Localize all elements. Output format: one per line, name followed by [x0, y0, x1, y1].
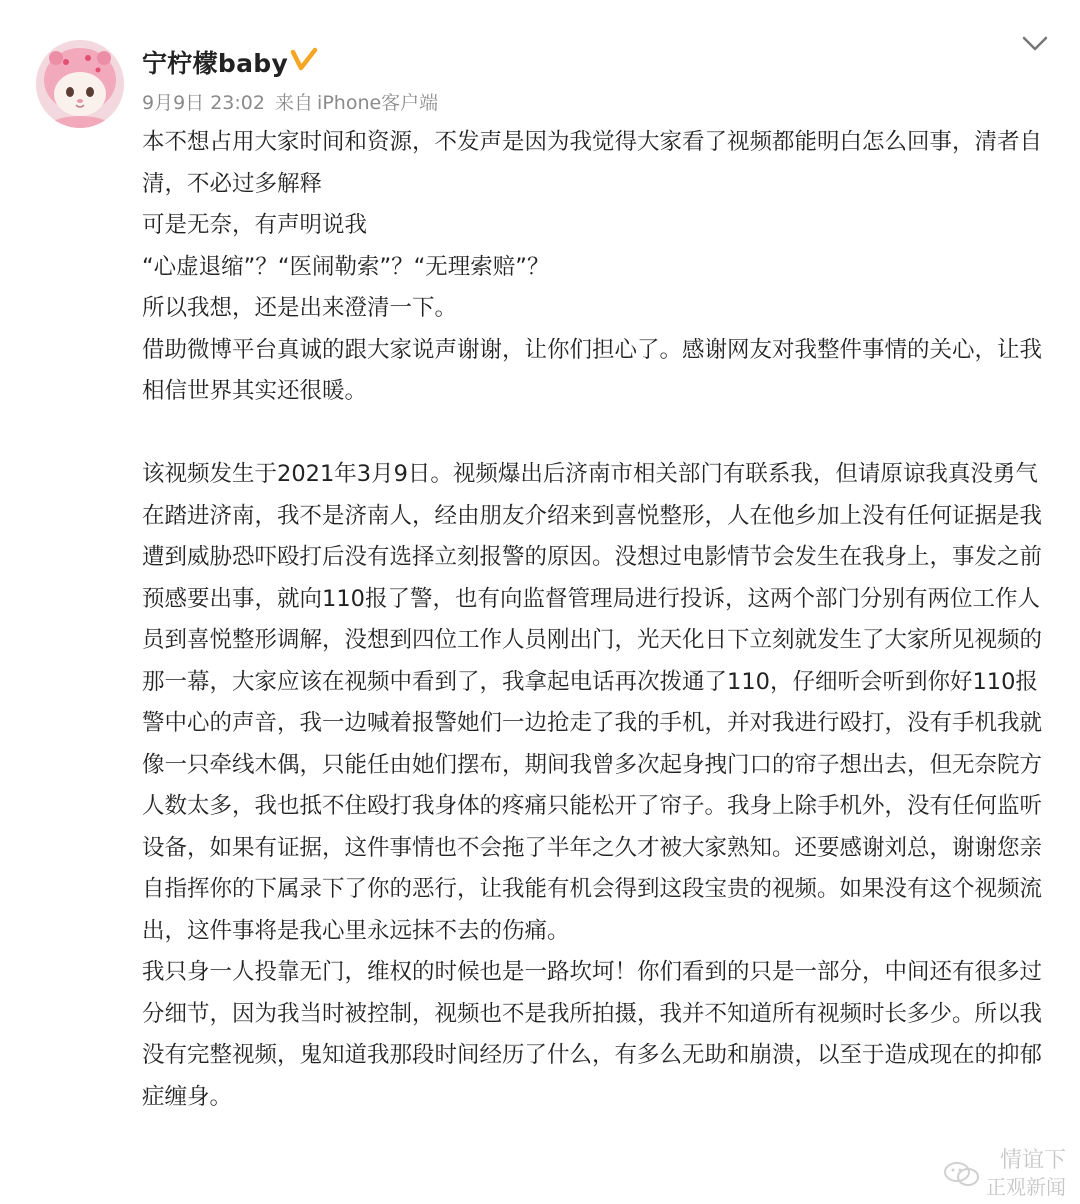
wechat-icon — [942, 1160, 982, 1188]
author-name[interactable]: 宁柠檬baby — [142, 49, 289, 78]
post-paragraph: 该视频发生于2021年3月9日。视频爆出后济南市相关部门有联系我，但请原谅我真没勇气在踏进济南，我不是济南人，经由朋友介绍来到喜悦整形，人在他乡加上没有任何证据是我遭到威胁恐吓殴打后没有选择立刻报警的原因。没想过电影情节会发生在我身上，事发之前预感要出事，就向110报了警，也有向监督管理局进行投诉，这两个部门分别有两位工作人员到喜悦整形调解，没想到四位工作人员刚出门，光天化日下立刻就发生了大家所见视频的那一幕，大家应该在视频中看到了，我拿起电话再次拨通了110，仔细听会听到你好110报警中心的声音，我一边喊着报警她们一边抢走了我的手机，并对我进行殴打，没有手机我就像一只牵线木偶，只能任由她们摆布，期间我曾多次起身拽门口的帘子想出去，但无奈院方人数太多，我也抵不住殴打我身体的疼痛只能松开了帘子。我身上除手机外，没有任何监听设备，如果有证据，这件事情也不会拖了半年之久才被大家熟知。还要感谢刘总，谢谢您亲自指挥你的下属录下了你的恶行，让我能有机会得到这段宝贵的视频。如果没有这个视频流出，这件事将是我心里永远抹不去的伤痛。 — [142, 461, 1043, 944]
post-source-prefix: 来自 — [275, 92, 314, 114]
verified-badge-icon — [290, 46, 318, 74]
watermark — [942, 1148, 1066, 1200]
post-paragraph: 借助微博平台真诚的跟大家说声谢谢，让你们担心了。感谢网友对我整件事情的关心，让我相信世界其实还很暖。 — [142, 336, 1043, 404]
pink-cat-avatar-icon — [36, 40, 124, 128]
post-paragraph: 所以我想，还是出来澄清一下。 — [142, 295, 458, 321]
avatar[interactable] — [36, 40, 124, 128]
watermark-line2: 正观新闻 — [986, 1175, 1066, 1199]
post-paragraph: 我只身一人投靠无门，维权的时候也是一路坎坷！你们看到的只是一部分，中间还有很多过分细节，因为我当时被控制，视频也不是我所拍摄，我并不知道所有视频时长多少。所以我没有完整视频，鬼知道我那段时间经历了什么，有多么无助和崩溃，以至于造成现在的抑郁症缠身。 — [142, 959, 1043, 1110]
post-paragraph: 可是无奈，有声明说我 — [142, 212, 368, 238]
post-source[interactable]: iPhone客户端 — [317, 92, 439, 114]
post-content — [142, 122, 1042, 1118]
post-paragraph: “心虚退缩”？“医闹勒索”？“无理索赔”？ — [142, 253, 550, 280]
chevron-down-icon[interactable] — [1020, 34, 1050, 54]
watermark-text — [986, 1148, 1066, 1200]
post-paragraph: 本不想占用大家时间和资源，不发声是因为我觉得大家看了视频都能明白怎么回事，清者自清，不必过多解释 — [142, 129, 1043, 197]
watermark-line1: 情谊下 — [999, 1148, 1066, 1173]
paragraph-spacer — [142, 413, 1042, 455]
post-header — [0, 0, 1080, 118]
post-meta — [142, 88, 442, 115]
post-date: 9月9日 23:02 — [142, 92, 265, 114]
